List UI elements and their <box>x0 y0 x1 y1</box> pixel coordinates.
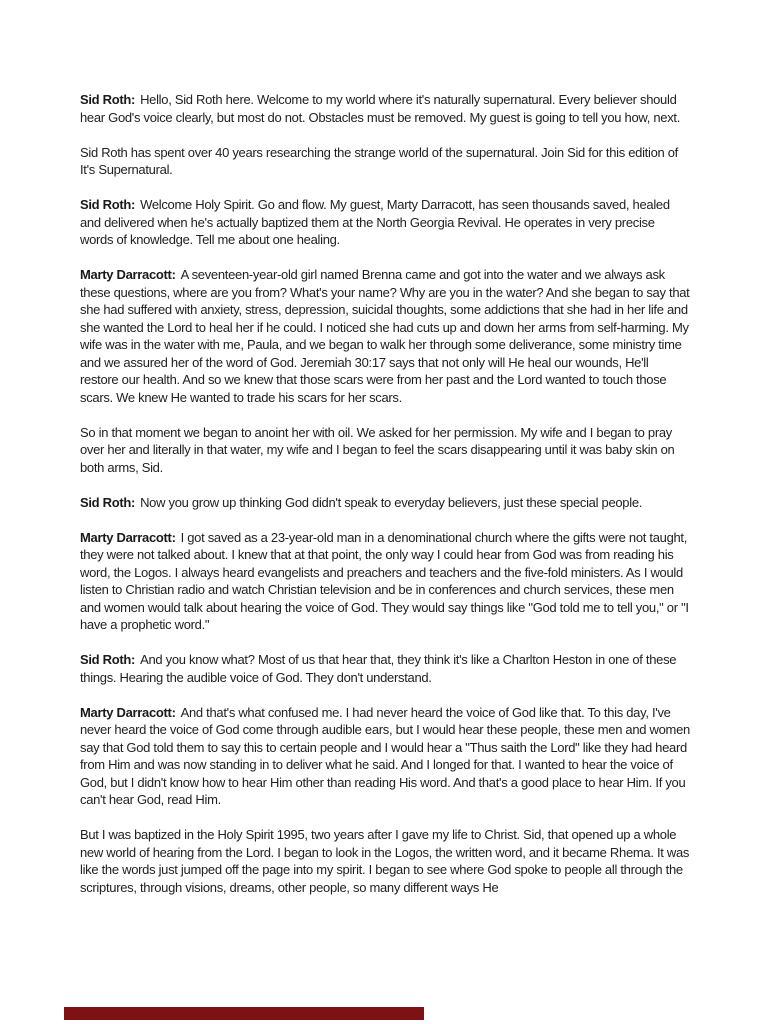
dialogue-paragraph <box>80 529 690 634</box>
speaker-name: Marty Darracott: <box>80 704 176 720</box>
paragraph-text: Now you grow up thinking God didn't speak to everyday believers, just these special people. <box>140 494 643 510</box>
paragraph-text: Sid Roth has spent over 40 years researching the strange world of the supernatural. Join Sid for this edition of It's Supernatural. <box>80 144 678 177</box>
paragraph-text: And you know what? Most of us that hear that, they think it's like a Charlton Heston in one of these things. Hearing the audible voice of God. They don't understand. <box>80 652 677 685</box>
narration-paragraph <box>80 826 690 896</box>
speaker-name: Marty Darracott: <box>80 267 176 282</box>
speaker-name: Marty Darracott: <box>80 529 176 545</box>
speaker-name: Sid Roth: <box>80 652 136 667</box>
transcript-body <box>80 91 690 914</box>
dialogue-paragraph <box>80 196 690 249</box>
dialogue-paragraph <box>80 494 690 512</box>
next-page-edge-bar <box>64 1007 424 1020</box>
dialogue-paragraph <box>80 651 690 686</box>
dialogue-paragraph <box>80 266 690 406</box>
paragraph-text: Hello, Sid Roth here. Welcome to my world where it's naturally supernatural. Every believer should hear God's voice clearly, but most do not. Obstacles must be removed. My guest is going to tell you how, next. <box>80 92 681 125</box>
paragraph-text: And that's what confused me. I had never heard the voice of God like that. To this day, I've never heard the voice of God come through audible ears, but I would hear these people, these men and women say that God told them to say this to certain people and I would hear a "Thus saith the Lord" like they had heard from Him and was now standing in to deliver what he said. And I longed for that. I wanted to hear the voice of God, but I didn't know how to hear Him other than reading His word. And that's a good place to hear Him. If you can't hear God, read Him. <box>80 704 690 807</box>
narration-paragraph <box>80 144 690 179</box>
paragraph-text: But I was baptized in the Holy Spirit 1995, two years after I gave my life to Christ. Sid, that opened up a whole new world of hearing from the Lord. I began to look in the Logos, the written word, and it became Rhema. It was like the words just jumped off the page into my spirit. I began to see where God spoke to people all through the scriptures, through visions, dreams, other people, so many different ways He <box>80 827 690 895</box>
speaker-name: Sid Roth: <box>80 92 136 107</box>
paragraph-text: I got saved as a 23-year-old man in a denominational church where the gifts were not taught, they were not talked about. I knew that at that point, the only way I could hear from God was from reading his word, the Logos. I always heard evangelists and preachers and teachers and the five-fold ministers. As I would listen to Christian radio and watch Christian television and be in conferences and church services, these men and women would talk about hearing the voice of God. They would say things like "God told me to tell you," or "I have a prophetic word." <box>80 529 689 632</box>
paragraph-text: Welcome Holy Spirit. Go and flow. My guest, Marty Darracott, has seen thousands saved, healed and delivered when he's actually baptized them at the North Georgia Revival. He operates in very precise words of knowledge. Tell me about one healing. <box>80 197 670 247</box>
paragraph-text: A seventeen-year-old girl named Brenna came and got into the water and we always ask these questions, where are you from? What's your name? Why are you in the water? And she began to say that she had suffered with anxiety, stress, depression, suicidal thoughts, some addictions that she had in her life and she wanted the Lord to heal her if he could. I noticed she had cuts up and down her arms from self-harming. My wife was in the water with me, Paula, and we began to walk her through some deliverance, some ministry time and we assured her of the word of God. Jeremiah 30:17 says that not only will He heal our wounds, He'll restore our health. And so we knew that those scars were from her past and the Lord wanted to touch those scars. We knew He wanted to trade his scars for her scars. <box>80 267 690 405</box>
paragraph-text: So in that moment we began to anoint her with oil. We asked for her permission. My wife and I began to pray over her and literally in that water, my wife and I began to feel the scars disappearing until it was baby skin on both arms, Sid. <box>80 424 675 475</box>
dialogue-paragraph <box>80 91 690 126</box>
speaker-name: Sid Roth: <box>80 494 136 510</box>
dialogue-paragraph <box>80 704 690 809</box>
speaker-name: Sid Roth: <box>80 197 136 212</box>
narration-paragraph <box>80 424 690 477</box>
